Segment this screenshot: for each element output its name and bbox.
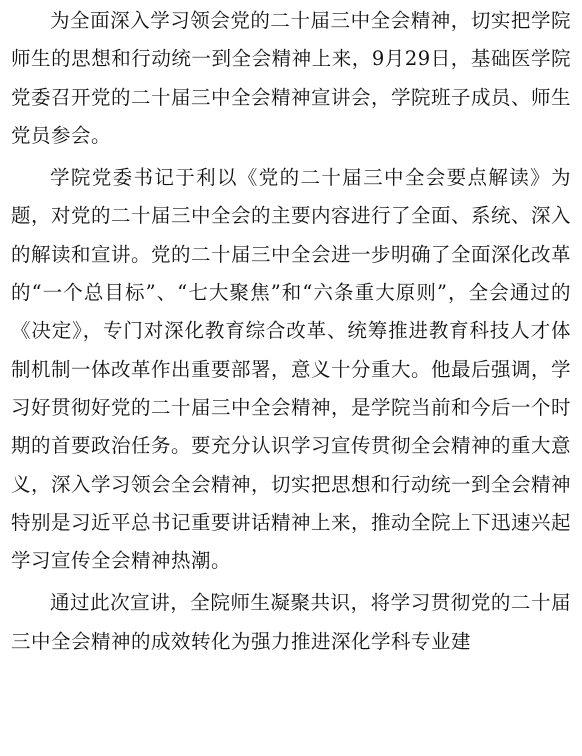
paragraph-lecture: 学院党委书记于利以《党的二十届三中全会要点解读》为题，对党的二十届三中全会的主要内容进行了全面、系统、深入的解读和宣讲。党的二十届三中全会进一步明确了全面深化改革的“一个总目标”、“七大聚焦”和“六条重大原则”，全会通过的《决定》，专门对深化教育综合改革、统筹推进教育科技人才体制机制一体改革作出重要部署，意义十分重大。他最后强调，学习好贯彻好党的二十届三中全会精神，是学院当前和今后一个时期的首要政治任务。要充分认识学习宣传贯彻全会精神的重大意义，深入学习领会全会精神，切实把思想和行动统一到全会精神特别是习近平总书记重要讲话精神上来，推动全院上下迅速兴起学习宣传全会精神热潮。 (11, 166, 572, 573)
article-body (11, 2, 571, 665)
paragraph-conclusion: 通过此次宣讲，全院师生凝聚共识，将学习贯彻党的二十届三中全会精神的成效转化为强力推进深化学科专业建 (11, 591, 571, 653)
paragraph-intro: 为全面深入学习领会党的二十届三中全会精神，切实把学院师生的思想和行动统一到全会精神上来，9月29日，基础医学院党委召开党的二十届三中全会精神宣讲会，学院班子成员、师生党员参会。 (11, 9, 572, 147)
